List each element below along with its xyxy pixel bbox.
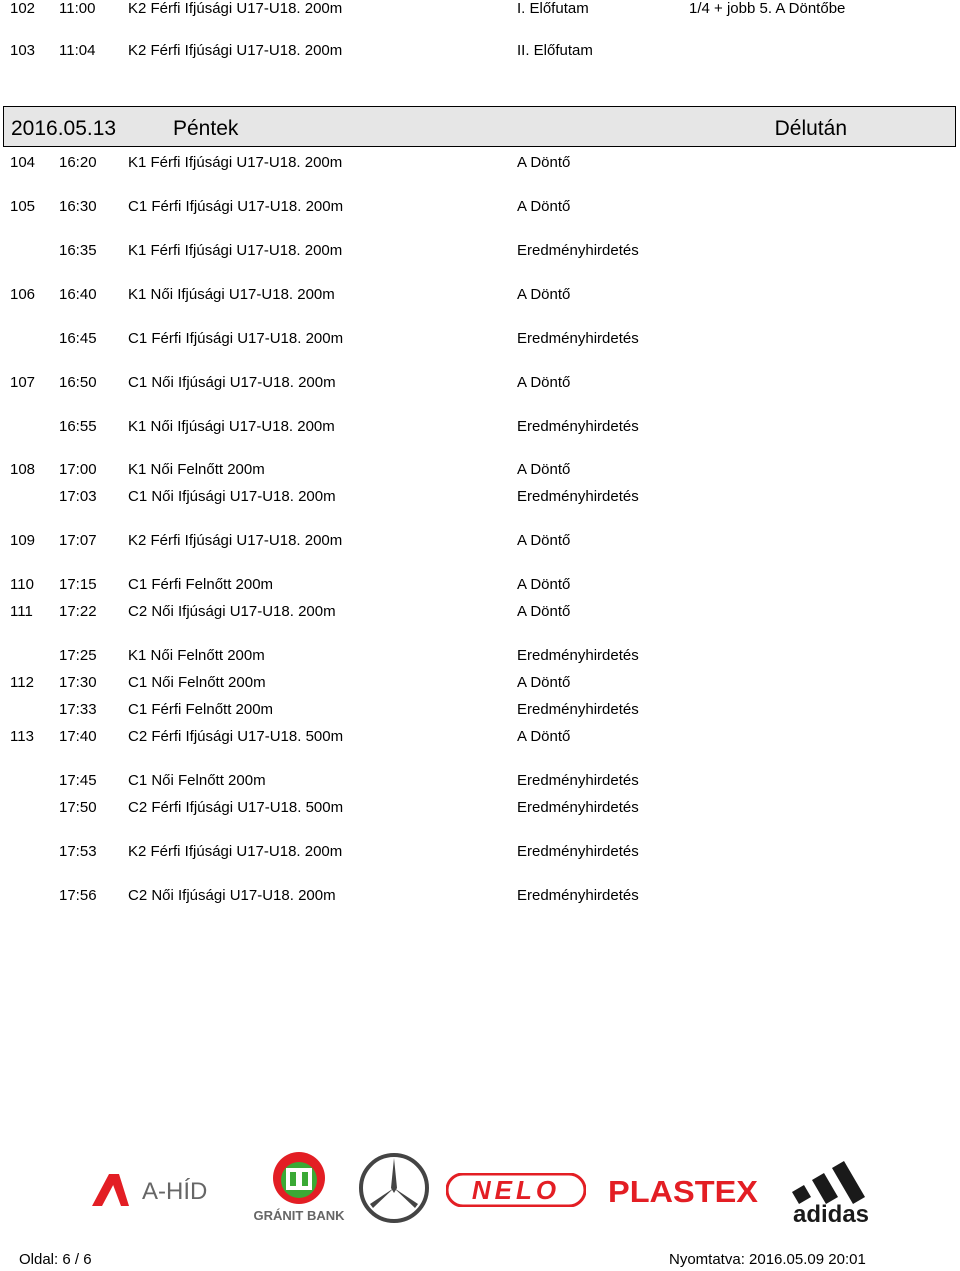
row-stage: Eredményhirdetés (517, 701, 639, 718)
row-time: 11:00 (59, 0, 96, 17)
row-time: 16:45 (59, 330, 97, 347)
row-stage: Eredményhirdetés (517, 418, 639, 435)
row-event: C1 Női Felnőtt 200m (128, 772, 266, 789)
sponsor-ahid-text: A-HÍD (142, 1178, 208, 1205)
print-date: Nyomtatva: 2016.05.09 20:01 (669, 1251, 866, 1268)
row-event: K1 Női Felnőtt 200m (128, 461, 265, 478)
row-stage: A Döntő (517, 532, 571, 549)
row-time: 17:33 (59, 701, 97, 718)
sponsor-granit-text: GRÁNIT BANK (253, 1208, 345, 1223)
row-event: C1 Férfi Ifjúsági U17-U18. 200m (128, 330, 344, 347)
row-event: C1 Férfi Felnőtt 200m (128, 701, 274, 718)
row-time: 17:45 (59, 772, 97, 789)
row-stage: A Döntő (517, 374, 571, 391)
sponsor-mercedes-logo (358, 1152, 430, 1228)
row-num: 102 (10, 0, 36, 17)
row-stage: Eredményhirdetés (517, 647, 639, 664)
row-event: C2 Női Ifjúsági U17-U18. 200m (128, 603, 336, 620)
row-event: C1 Férfi Felnőtt 200m (128, 576, 274, 593)
row-event: K1 Női Felnőtt 200m (128, 647, 265, 664)
row-time: 17:25 (59, 647, 97, 664)
sponsor-nelo-text: NELO (471, 1175, 561, 1205)
row-num: 106 (10, 286, 36, 303)
row-time: 17:22 (59, 603, 97, 620)
day-header (3, 106, 956, 147)
row-stage: A Döntő (517, 576, 571, 593)
row-stage: Eredményhirdetés (517, 799, 639, 816)
row-time: 17:00 (59, 461, 97, 478)
row-time: 16:50 (59, 374, 97, 391)
row-stage: A Döntő (517, 286, 571, 303)
day-period: Délután (774, 117, 847, 140)
row-event: C1 Női Ifjúsági U17-U18. 200m (128, 374, 336, 391)
row-stage: A Döntő (517, 461, 571, 478)
row-num: 110 (10, 576, 34, 593)
sponsor-plastex-text: PLASTEX (608, 1174, 759, 1206)
row-time: 16:40 (59, 286, 97, 303)
row-num: 105 (10, 198, 36, 215)
row-stage: A Döntő (517, 603, 571, 620)
row-time: 16:20 (59, 154, 97, 171)
row-event: C1 Férfi Ifjúsági U17-U18. 200m (128, 198, 344, 215)
row-num: 107 (10, 374, 36, 391)
row-stage: Eredményhirdetés (517, 843, 639, 860)
row-stage: A Döntő (517, 198, 571, 215)
row-num: 103 (10, 42, 36, 59)
row-event: C2 Férfi Ifjúsági U17-U18. 500m (128, 799, 344, 816)
row-stage: A Döntő (517, 728, 571, 745)
row-event: K1 Férfi Ifjúsági U17-U18. 200m (128, 154, 343, 171)
row-event: C2 Női Ifjúsági U17-U18. 200m (128, 887, 336, 904)
row-event: K1 Női Ifjúsági U17-U18. 200m (128, 418, 335, 435)
row-time: 17:15 (59, 576, 97, 593)
row-stage: I. Előfutam (517, 0, 589, 17)
row-event: C1 Női Ifjúsági U17-U18. 200m (128, 488, 336, 505)
row-num: 108 (10, 461, 36, 478)
sponsor-nelo-logo (446, 1173, 586, 1211)
row-num: 111 (10, 603, 33, 620)
row-time: 17:40 (59, 728, 97, 745)
day-name: Péntek (173, 117, 239, 140)
row-num: 104 (10, 154, 36, 171)
row-stage: Eredményhirdetés (517, 242, 639, 259)
row-event: C1 Női Felnőtt 200m (128, 674, 266, 691)
sponsor-ahid-logo (92, 1172, 242, 1212)
row-event: K1 Női Ifjúsági U17-U18. 200m (128, 286, 335, 303)
page-number: Oldal: 6 / 6 (19, 1251, 92, 1268)
row-time: 17:56 (59, 887, 97, 904)
row-stage: Eredményhirdetés (517, 488, 639, 505)
row-time: 17:07 (59, 532, 97, 549)
row-event: K2 Férfi Ifjúsági U17-U18. 200m (128, 532, 343, 549)
row-time: 17:03 (59, 488, 97, 505)
row-event: K2 Férfi Ifjúsági U17-U18. 200m (128, 0, 343, 17)
row-num: 113 (10, 728, 34, 745)
row-num: 109 (10, 532, 36, 549)
day-date: 2016.05.13 (11, 117, 117, 140)
row-note: 1/4 + jobb 5. A Döntőbe (689, 0, 846, 17)
row-stage: A Döntő (517, 674, 571, 691)
sponsor-granit-logo (248, 1150, 350, 1229)
row-stage: Eredményhirdetés (517, 772, 639, 789)
row-stage: II. Előfutam (517, 42, 593, 59)
row-event: C2 Férfi Ifjúsági U17-U18. 500m (128, 728, 344, 745)
row-stage: A Döntő (517, 154, 571, 171)
sponsor-adidas-text: adidas (792, 1201, 870, 1224)
row-time: 11:04 (59, 42, 96, 59)
row-time: 17:50 (59, 799, 97, 816)
sponsor-bar (0, 1150, 960, 1230)
row-stage: Eredményhirdetés (517, 887, 639, 904)
sponsor-plastex-logo (608, 1174, 760, 1210)
row-event: K2 Férfi Ifjúsági U17-U18. 200m (128, 843, 343, 860)
row-stage: Eredményhirdetés (517, 330, 639, 347)
row-time: 16:35 (59, 242, 97, 259)
row-time: 17:30 (59, 674, 97, 691)
row-num: 112 (10, 674, 34, 691)
row-time: 17:53 (59, 843, 97, 860)
sponsor-adidas-logo (778, 1152, 884, 1228)
row-event: K2 Férfi Ifjúsági U17-U18. 200m (128, 42, 343, 59)
row-event: K1 Férfi Ifjúsági U17-U18. 200m (128, 242, 343, 259)
row-time: 16:55 (59, 418, 97, 435)
row-time: 16:30 (59, 198, 97, 215)
